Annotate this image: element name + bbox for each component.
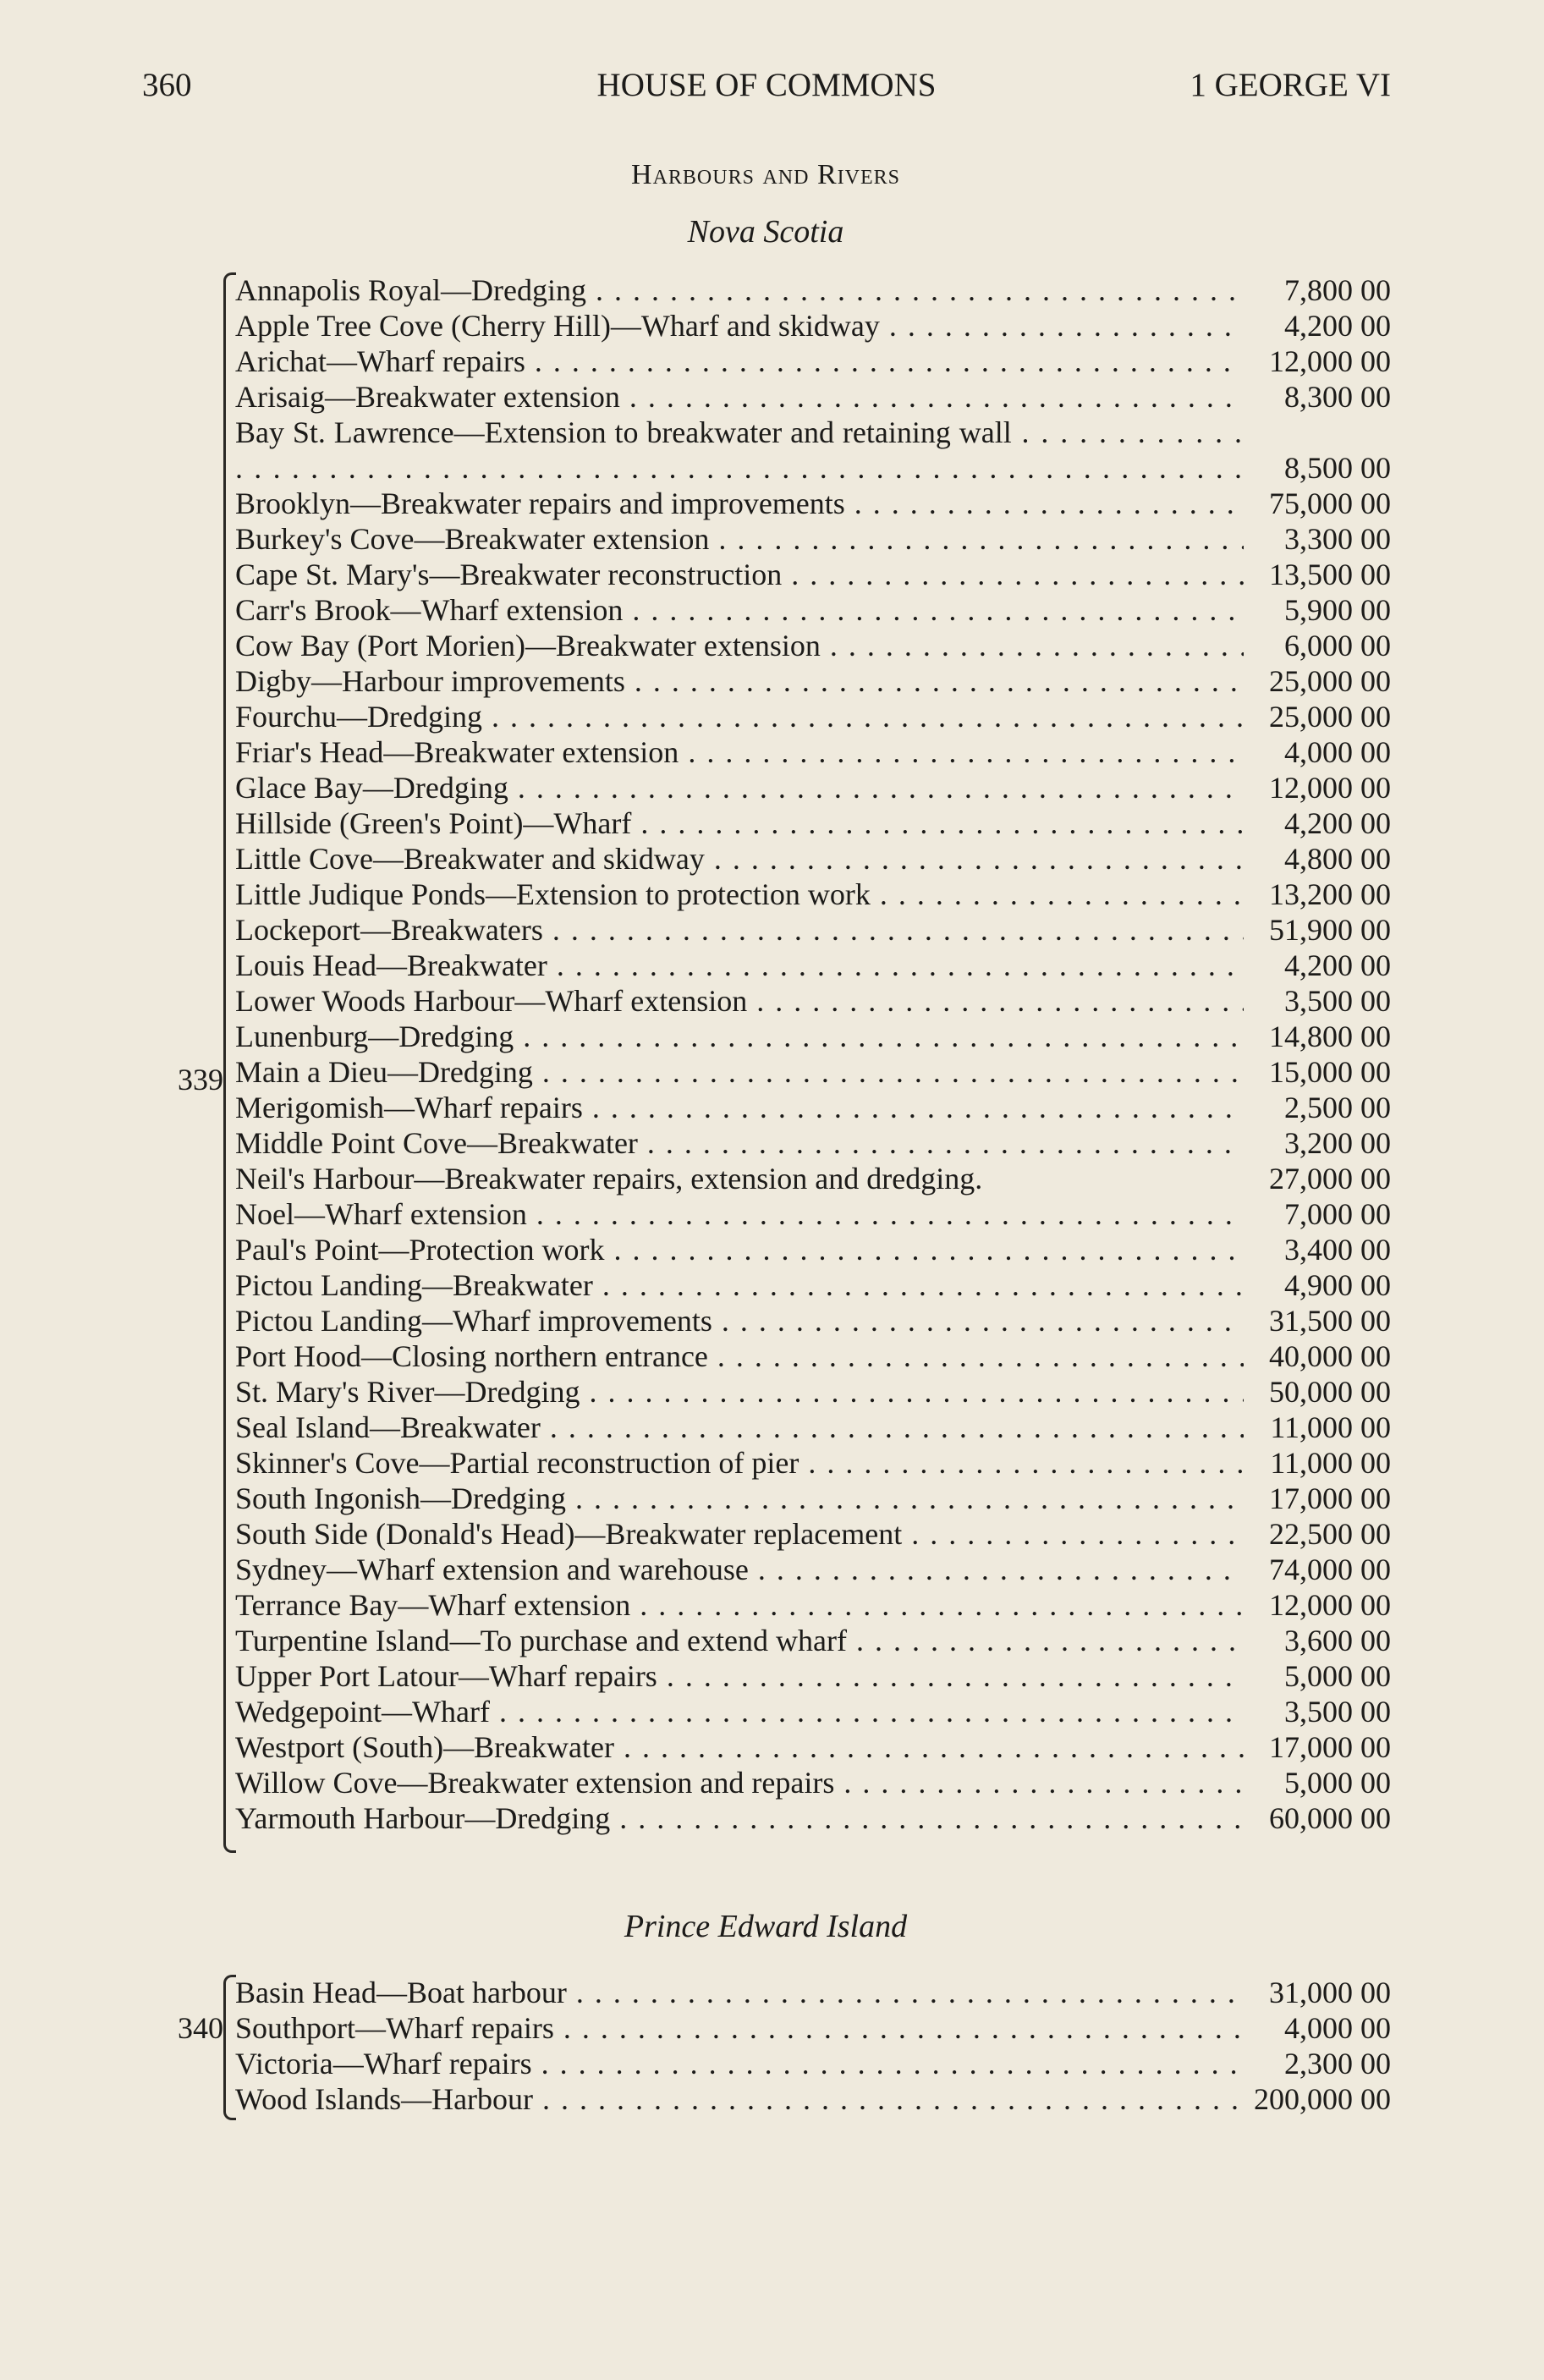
item-amount: 5,000 00 xyxy=(1284,1766,1391,1800)
estimate-line xyxy=(228,272,1391,308)
item-amount: 40,000 00 xyxy=(1269,1339,1391,1373)
item-amount: 5,000 00 xyxy=(1284,1659,1391,1693)
estimate-line xyxy=(228,912,1391,948)
item-amount: 2,300 00 xyxy=(1284,2047,1391,2080)
item-description: Arisaig—Breakwater extension . . . xyxy=(235,379,1244,415)
estimate-line xyxy=(228,1694,1391,1729)
estimate-line xyxy=(228,734,1391,770)
item-description: Little Judique Ponds—Extension to protection work . . . xyxy=(235,877,1244,912)
item-description: Carr's Brook—Wharf extension . . . xyxy=(235,592,1244,628)
item-description: Glace Bay—Dredging . . . xyxy=(235,770,1244,805)
item-description: Pictou Landing—Breakwater . . . xyxy=(235,1267,1244,1303)
page-header xyxy=(142,66,1391,108)
item-description: Upper Port Latour—Wharf repairs . . . xyxy=(235,1658,1244,1694)
estimate-line xyxy=(228,1303,1391,1338)
item-amount: 3,400 00 xyxy=(1284,1233,1391,1267)
item-description: Noel—Wharf extension . . . xyxy=(235,1196,1244,1232)
estimate-line xyxy=(228,1232,1391,1267)
estimate-line xyxy=(228,521,1391,557)
item-description: Burkey's Cove—Breakwater extension . . . xyxy=(235,521,1244,557)
estimate-line xyxy=(228,308,1391,344)
item-description: Merigomish—Wharf repairs . . . xyxy=(235,1090,1244,1125)
item-description: Yarmouth Harbour—Dredging . . . xyxy=(235,1800,1244,1836)
item-amount: 4,200 00 xyxy=(1284,806,1391,840)
item-amount: 17,000 00 xyxy=(1269,1730,1391,1764)
item-description: Paul's Point—Protection work . . . xyxy=(235,1232,1244,1267)
item-description: Cow Bay (Port Morien)—Breakwater extension . . . xyxy=(235,628,1244,663)
estimate-line xyxy=(228,1658,1391,1694)
estimate-line xyxy=(228,1054,1391,1090)
estimate-line xyxy=(228,1481,1391,1516)
item-amount: 13,200 00 xyxy=(1269,877,1391,911)
item-description: Main a Dieu—Dredging . . . xyxy=(235,1054,1244,1090)
estimate-line xyxy=(228,1410,1391,1445)
item-amount: 6,000 00 xyxy=(1284,629,1391,662)
estimate-line xyxy=(228,592,1391,628)
item-amount: 31,000 00 xyxy=(1269,1976,1391,2009)
estimate-line xyxy=(228,2046,1391,2081)
item-description: Brooklyn—Breakwater repairs and improvements . . . xyxy=(235,486,1244,521)
item-amount: 4,800 00 xyxy=(1284,842,1391,876)
item-amount: 3,500 00 xyxy=(1284,984,1391,1018)
item-amount: 12,000 00 xyxy=(1269,1588,1391,1622)
item-description: St. Mary's River—Dredging . . . xyxy=(235,1374,1244,1410)
item-description: Westport (South)—Breakwater . . . xyxy=(235,1729,1244,1765)
item-description: Southport—Wharf repairs . . . xyxy=(235,2010,1244,2046)
estimate-line xyxy=(228,948,1391,983)
document-title: HOUSE OF COMMONS xyxy=(596,67,937,103)
estimate-line xyxy=(228,1161,1391,1196)
item-description: Wood Islands—Harbour . . . xyxy=(235,2081,1244,2117)
item-amount: 3,500 00 xyxy=(1284,1695,1391,1729)
item-amount: 13,500 00 xyxy=(1269,558,1391,591)
nova-scotia-list xyxy=(228,272,1391,1836)
item-description: Middle Point Cove—Breakwater . . . xyxy=(235,1125,1244,1161)
reign-label: 1 GEORGE VI xyxy=(1190,67,1391,103)
estimate-line xyxy=(228,1975,1391,2010)
estimate-line xyxy=(228,1019,1391,1054)
item-amount: 200,000 00 xyxy=(1254,2082,1391,2116)
estimate-line xyxy=(228,663,1391,699)
estimate-line xyxy=(228,415,1391,486)
estimate-line xyxy=(228,1765,1391,1800)
item-amount: 2,500 00 xyxy=(1284,1091,1391,1124)
estimate-line xyxy=(228,699,1391,734)
item-description: Port Hood—Closing northern entrance . . . xyxy=(235,1338,1244,1374)
estimate-line xyxy=(228,1267,1391,1303)
item-amount: 3,600 00 xyxy=(1284,1624,1391,1657)
item-description: Terrance Bay—Wharf extension . . . xyxy=(235,1587,1244,1623)
item-amount: 27,000 00 xyxy=(1269,1162,1391,1195)
item-amount: 4,200 00 xyxy=(1284,309,1391,343)
estimate-line xyxy=(228,344,1391,379)
item-amount: 75,000 00 xyxy=(1269,486,1391,520)
estimate-line xyxy=(228,557,1391,592)
vote-number: 340 xyxy=(178,2011,223,2045)
item-amount: 25,000 00 xyxy=(1269,700,1391,734)
estimate-line xyxy=(228,841,1391,877)
item-description: Sydney—Wharf extension and warehouse . . . xyxy=(235,1552,1244,1587)
item-description: Annapolis Royal—Dredging . . . xyxy=(235,272,1244,308)
item-description: Bay St. Lawrence—Extension to breakwater and retaining wall . . . xyxy=(235,415,1244,486)
estimate-line xyxy=(228,1196,1391,1232)
estimate-line xyxy=(228,1623,1391,1658)
item-description: Lockeport—Breakwaters . . . xyxy=(235,912,1244,948)
item-description: Wedgepoint—Wharf . . . xyxy=(235,1694,1244,1729)
item-description: Neil's Harbour—Breakwater repairs, extension and dredging. xyxy=(235,1162,983,1195)
item-amount: 17,000 00 xyxy=(1269,1481,1391,1515)
item-amount: 4,900 00 xyxy=(1284,1268,1391,1302)
item-amount: 22,500 00 xyxy=(1269,1517,1391,1551)
item-amount: 7,800 00 xyxy=(1284,273,1391,307)
item-description: Louis Head—Breakwater . . . xyxy=(235,948,1244,983)
item-amount: 74,000 00 xyxy=(1269,1553,1391,1586)
estimate-line xyxy=(228,1800,1391,1836)
item-amount: 25,000 00 xyxy=(1269,664,1391,698)
province-heading-nova-scotia: Nova Scotia xyxy=(687,214,844,250)
estimate-line xyxy=(228,1338,1391,1374)
item-amount: 3,300 00 xyxy=(1284,522,1391,556)
item-amount: 15,000 00 xyxy=(1269,1055,1391,1089)
item-description: Lower Woods Harbour—Wharf extension . . . xyxy=(235,983,1244,1019)
province-heading-pei: Prince Edward Island xyxy=(624,1909,908,1944)
estimate-line xyxy=(228,1445,1391,1481)
item-description: Turpentine Island—To purchase and extend wharf . . . xyxy=(235,1623,1244,1658)
estimate-line xyxy=(228,486,1391,521)
item-amount: 4,000 00 xyxy=(1284,735,1391,769)
vote-number: 339 xyxy=(178,1063,223,1097)
item-description: Basin Head—Boat harbour . . . xyxy=(235,1975,1244,2010)
item-amount: 7,000 00 xyxy=(1284,1197,1391,1231)
item-description: Willow Cove—Breakwater extension and repairs . . . xyxy=(235,1765,1244,1800)
estimate-line xyxy=(228,379,1391,415)
estimate-line xyxy=(228,983,1391,1019)
item-amount: 8,500 00 xyxy=(1284,451,1391,485)
item-description: Digby—Harbour improvements . . . xyxy=(235,663,1244,699)
item-description: Pictou Landing—Wharf improvements . . . xyxy=(235,1303,1244,1338)
item-amount: 50,000 00 xyxy=(1269,1375,1391,1409)
item-description: Victoria—Wharf repairs . . . xyxy=(235,2046,1244,2081)
item-amount: 11,000 00 xyxy=(1270,1410,1391,1444)
item-description: Skinner's Cove—Partial reconstruction of pier . . . xyxy=(235,1445,1244,1481)
estimate-line xyxy=(228,628,1391,663)
section-title: Harbours and Rivers xyxy=(631,159,900,190)
estimate-line xyxy=(228,877,1391,912)
item-amount: 51,900 00 xyxy=(1269,913,1391,947)
item-amount: 12,000 00 xyxy=(1269,771,1391,805)
item-amount: 14,800 00 xyxy=(1269,1020,1391,1053)
item-amount: 3,200 00 xyxy=(1284,1126,1391,1160)
item-description: Fourchu—Dredging . . . xyxy=(235,699,1244,734)
item-description: South Side (Donald's Head)—Breakwater replacement . . . xyxy=(235,1516,1244,1552)
item-description: Seal Island—Breakwater . . . xyxy=(235,1410,1244,1445)
estimate-line xyxy=(228,1552,1391,1587)
estimate-line xyxy=(228,1729,1391,1765)
item-description: Cape St. Mary's—Breakwater reconstruction . . . xyxy=(235,557,1244,592)
estimate-line xyxy=(228,1090,1391,1125)
item-amount: 5,900 00 xyxy=(1284,593,1391,627)
item-amount: 4,200 00 xyxy=(1284,948,1391,982)
estimate-line xyxy=(228,1374,1391,1410)
estimate-line xyxy=(228,770,1391,805)
item-description: Apple Tree Cove (Cherry Hill)—Wharf and skidway . . . xyxy=(235,308,1244,344)
page-number: 360 xyxy=(142,67,192,103)
item-amount: 4,000 00 xyxy=(1284,2011,1391,2045)
pei-list xyxy=(228,1975,1391,2117)
estimate-line xyxy=(228,1125,1391,1161)
item-description: Friar's Head—Breakwater extension . . . xyxy=(235,734,1244,770)
item-description: Hillside (Green's Point)—Wharf . . . xyxy=(235,805,1244,841)
item-description: Lunenburg—Dredging . . . xyxy=(235,1019,1244,1054)
estimate-line xyxy=(228,2081,1391,2117)
estimate-line xyxy=(228,1516,1391,1552)
item-amount: 11,000 00 xyxy=(1270,1446,1391,1480)
item-description: Arichat—Wharf repairs . . . xyxy=(235,344,1244,379)
item-amount: 60,000 00 xyxy=(1269,1801,1391,1835)
estimate-line xyxy=(228,805,1391,841)
estimate-line xyxy=(228,1587,1391,1623)
estimate-line xyxy=(228,2010,1391,2046)
item-description: South Ingonish—Dredging . . . xyxy=(235,1481,1244,1516)
item-amount: 8,300 00 xyxy=(1284,380,1391,414)
item-description: Little Cove—Breakwater and skidway . . . xyxy=(235,841,1244,877)
item-amount: 12,000 00 xyxy=(1269,344,1391,378)
item-amount: 31,500 00 xyxy=(1269,1304,1391,1338)
